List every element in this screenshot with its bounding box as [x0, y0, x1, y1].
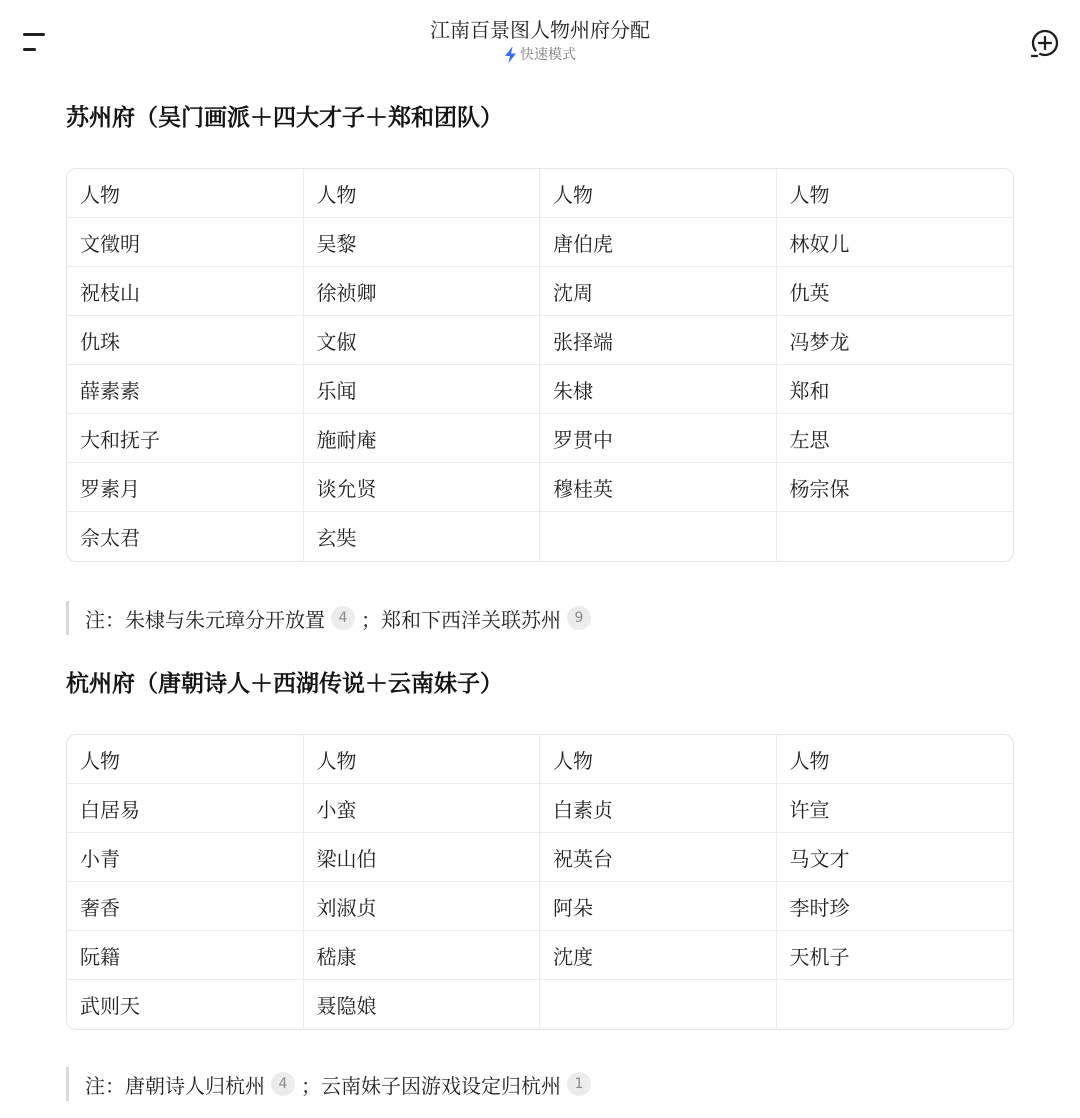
- table-cell: 白居易: [67, 784, 304, 833]
- top-bar: [0, 0, 1080, 80]
- table-cell: 冯梦龙: [777, 316, 1014, 365]
- citation-badge[interactable]: 1: [567, 1072, 591, 1096]
- table-row: [67, 463, 1013, 512]
- table-cell: 施耐庵: [304, 414, 541, 463]
- table-header-row: [67, 169, 1013, 218]
- note-text: ；云南妹子因游戏设定归杭州: [301, 1073, 561, 1098]
- table-row: [67, 833, 1013, 882]
- footnote: [66, 601, 597, 635]
- table-row: [67, 365, 1013, 414]
- table-row: [67, 784, 1013, 833]
- note-text: 注：唐朝诗人归杭州: [85, 1073, 265, 1098]
- table-cell: 阿朵: [540, 882, 777, 931]
- citation-badge[interactable]: 4: [271, 1072, 295, 1096]
- table-cell: 沈度: [540, 931, 777, 980]
- table-cell: 沈周: [540, 267, 777, 316]
- table-header-row: [67, 735, 1013, 784]
- lightning-icon: [504, 47, 517, 63]
- table-cell: 徐祯卿: [304, 267, 541, 316]
- table-cell: 嵇康: [304, 931, 541, 980]
- table-cell: 刘淑贞: [304, 882, 541, 931]
- table-cell: 薛素素: [67, 365, 304, 414]
- title-area: [240, 16, 840, 67]
- table-row: [67, 931, 1013, 980]
- table-cell: 祝枝山: [67, 267, 304, 316]
- table-cell: 玄奘: [304, 512, 541, 561]
- column-header: 人物: [67, 735, 304, 784]
- column-header: 人物: [777, 169, 1014, 218]
- column-header: 人物: [67, 169, 304, 218]
- mode-label: 快速模式: [520, 47, 576, 63]
- table-cell: 奢香: [67, 882, 304, 931]
- citation-badge[interactable]: 9: [567, 606, 591, 630]
- table-cell: 林奴儿: [777, 218, 1014, 267]
- page-title: 江南百景图人物州府分配: [430, 18, 650, 42]
- table-cell: 李时珍: [777, 882, 1014, 931]
- table-cell: 唐伯虎: [540, 218, 777, 267]
- table-cell: 文俶: [304, 316, 541, 365]
- table-cell: 武则天: [67, 980, 304, 1029]
- table-cell: 谈允贤: [304, 463, 541, 512]
- table-cell: 仇英: [777, 267, 1014, 316]
- column-header: 人物: [540, 735, 777, 784]
- table-cell: [777, 980, 1014, 1029]
- note-text: 注：朱棣与朱元璋分开放置: [85, 607, 325, 632]
- table-row: [67, 267, 1013, 316]
- table-cell: 文徵明: [67, 218, 304, 267]
- mode-indicator: [504, 45, 576, 65]
- table-cell: 祝英台: [540, 833, 777, 882]
- table-cell: [540, 980, 777, 1029]
- table-cell: 白素贞: [540, 784, 777, 833]
- table-cell: 聂隐娘: [304, 980, 541, 1029]
- table-cell: 左思: [777, 414, 1014, 463]
- table-cell: 郑和: [777, 365, 1014, 414]
- section-heading: 苏州府（吴门画派＋四大才子＋郑和团队）: [66, 105, 503, 131]
- table-row: [67, 218, 1013, 267]
- citation-badge[interactable]: 4: [331, 606, 355, 630]
- table-cell: 朱棣: [540, 365, 777, 414]
- table-cell: 乐闻: [304, 365, 541, 414]
- table-cell: 罗贯中: [540, 414, 777, 463]
- table-cell: 马文才: [777, 833, 1014, 882]
- table-cell: 小蛮: [304, 784, 541, 833]
- plus-circle-icon: [1026, 24, 1064, 62]
- menu-icon[interactable]: [14, 24, 54, 60]
- table-cell: 大和抚子: [67, 414, 304, 463]
- character-table: [66, 168, 1014, 562]
- menu-icon-bar: [23, 48, 36, 51]
- table-cell: 仇珠: [67, 316, 304, 365]
- column-header: 人物: [777, 735, 1014, 784]
- table-cell: 穆桂英: [540, 463, 777, 512]
- table-cell: 小青: [67, 833, 304, 882]
- table-cell: 杨宗保: [777, 463, 1014, 512]
- table-row: [67, 882, 1013, 931]
- column-header: 人物: [304, 735, 541, 784]
- table-cell: 佘太君: [67, 512, 304, 561]
- table-cell: 阮籍: [67, 931, 304, 980]
- table-cell: 许宣: [777, 784, 1014, 833]
- table-cell: 罗素月: [67, 463, 304, 512]
- new-chat-button[interactable]: [1026, 24, 1064, 62]
- footnote: [66, 1067, 597, 1101]
- section-heading: 杭州府（唐朝诗人＋西湖传说＋云南妹子）: [66, 671, 503, 697]
- table-cell: 天机子: [777, 931, 1014, 980]
- menu-icon-bar: [23, 33, 45, 36]
- table-row: [67, 980, 1013, 1029]
- note-text: ；郑和下西洋关联苏州: [361, 607, 561, 632]
- table-row: [67, 512, 1013, 561]
- table-row: [67, 414, 1013, 463]
- table-cell: 梁山伯: [304, 833, 541, 882]
- column-header: 人物: [304, 169, 541, 218]
- character-table: [66, 734, 1014, 1030]
- table-row: [67, 316, 1013, 365]
- table-cell: 吴黎: [304, 218, 541, 267]
- table-cell: [540, 512, 777, 561]
- column-header: 人物: [540, 169, 777, 218]
- table-cell: 张择端: [540, 316, 777, 365]
- table-cell: [777, 512, 1014, 561]
